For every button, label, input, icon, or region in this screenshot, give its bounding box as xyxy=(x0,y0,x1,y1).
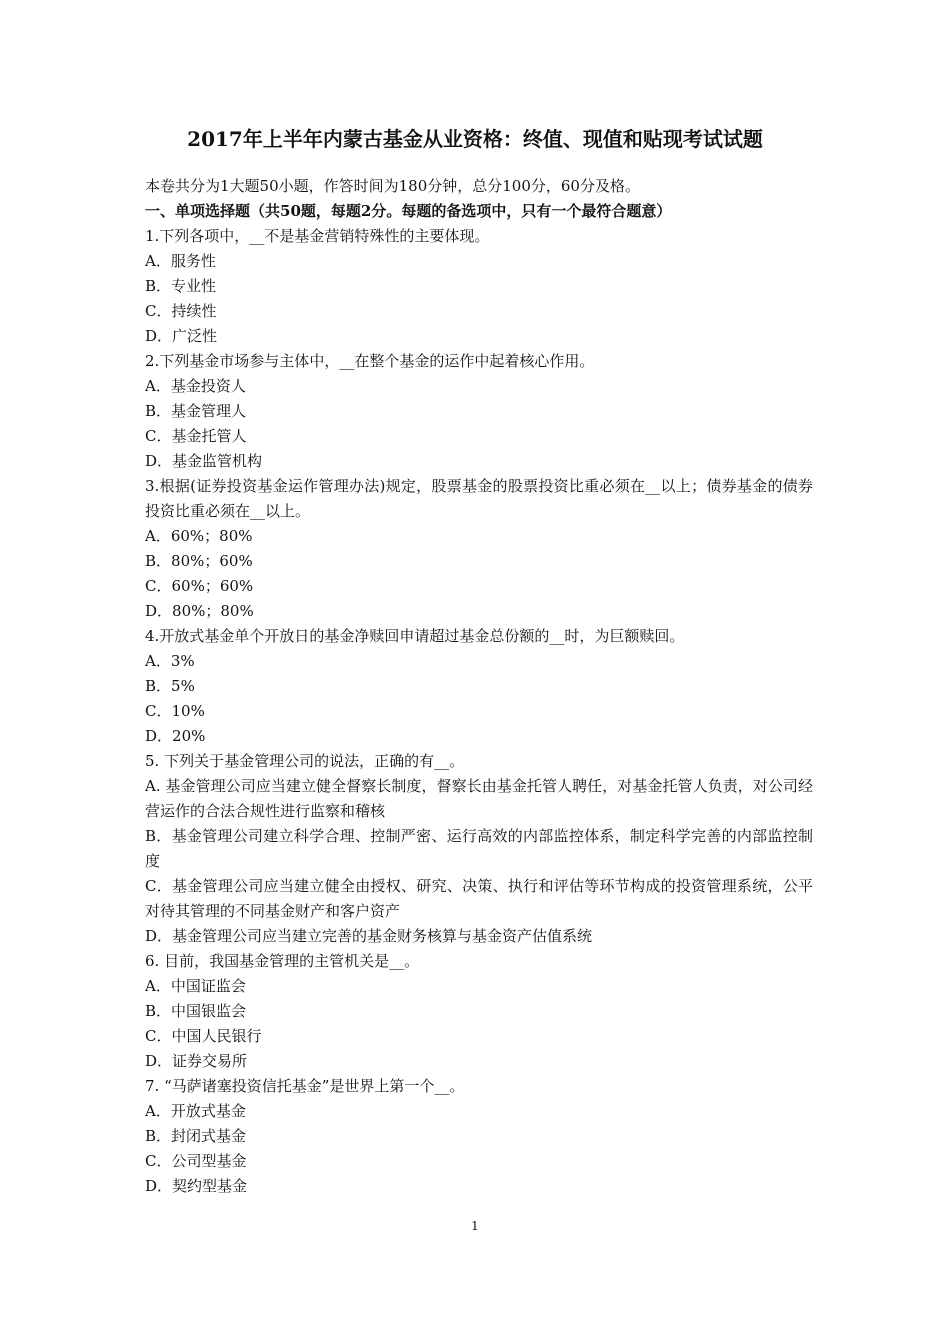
question-stem: 1.下列各项中，__不是基金营销特殊性的主要体现。 xyxy=(145,227,490,245)
answer-option: C．10% xyxy=(145,702,205,720)
answer-option: D．20% xyxy=(145,727,206,745)
answer-option: D．80%；80% xyxy=(145,602,254,620)
document-title: 2017年上半年内蒙古基金从业资格：终值、现值和贴现考试试题 xyxy=(187,127,763,151)
answer-option: B．基金管理人 xyxy=(145,402,247,420)
answer-option: C．基金管理公司应当建立健全由授权、研究、决策、执行和评估等环节构成的投资管理系统，公平对待其管理的不同基金财产和客户资产 xyxy=(145,877,813,920)
answer-option: C．公司型基金 xyxy=(145,1152,247,1170)
answer-option: A. 基金管理公司应当建立健全督察长制度，督察长由基金托管人聘任，对基金托管人负责，对公司经营运作的合法合规性进行监察和稽核 xyxy=(145,777,813,820)
question-stem: 3.根据(证券投资基金运作管理办法)规定，股票基金的股票投资比重必须在__以上；债券基金的债券投资比重必须在__以上。 xyxy=(145,477,813,520)
answer-option: B．80%；60% xyxy=(145,552,253,570)
answer-option: D．证券交易所 xyxy=(145,1052,248,1070)
answer-option: B．基金管理公司建立科学合理、控制严密、运行高效的内部监控体系，制定科学完善的内部监控制度 xyxy=(145,827,813,870)
question-stem: 6. 目前，我国基金管理的主管机关是__。 xyxy=(145,952,420,970)
answer-option: A．开放式基金 xyxy=(145,1102,246,1120)
answer-option: A．60%；80% xyxy=(145,527,253,545)
answer-option: D．基金管理公司应当建立完善的基金财务核算与基金资产估值系统 xyxy=(145,927,593,945)
answer-option: A．基金投资人 xyxy=(145,377,246,395)
question-stem: 7. “马萨诸塞投资信托基金”是世界上第一个__。 xyxy=(145,1077,465,1095)
answer-option: D．契约型基金 xyxy=(145,1177,248,1195)
answer-option: B．5% xyxy=(145,677,195,695)
document-body xyxy=(145,174,813,1199)
answer-option: A．中国证监会 xyxy=(145,977,246,995)
page-number: 1 xyxy=(471,1219,479,1233)
answer-option: B．封闭式基金 xyxy=(145,1127,247,1145)
question-stem: 4.开放式基金单个开放日的基金净赎回申请超过基金总份额的__时，为巨额赎回。 xyxy=(145,627,685,645)
answer-option: A．服务性 xyxy=(145,252,216,270)
answer-option: B．中国银监会 xyxy=(145,1002,247,1020)
answer-option: B．专业性 xyxy=(145,277,217,295)
answer-option: C．基金托管人 xyxy=(145,427,247,445)
intro-text: 本卷共分为1大题50小题，作答时间为180分钟，总分100分，60分及格。 xyxy=(145,177,640,195)
section-heading: 一、单项选择题（共50题，每题2分。每题的备选项中，只有一个最符合题意） xyxy=(145,202,672,220)
answer-option: C．中国人民银行 xyxy=(145,1027,262,1045)
answer-option: C．持续性 xyxy=(145,302,217,320)
answer-option: D．基金监管机构 xyxy=(145,452,263,470)
answer-option: A．3% xyxy=(145,652,195,670)
question-stem: 2.下列基金市场参与主体中，__在整个基金的运作中起着核心作用。 xyxy=(145,352,595,370)
answer-option: C．60%；60% xyxy=(145,577,254,595)
answer-option: D．广泛性 xyxy=(145,327,218,345)
question-stem: 5. 下列关于基金管理公司的说法，正确的有__。 xyxy=(145,752,465,770)
